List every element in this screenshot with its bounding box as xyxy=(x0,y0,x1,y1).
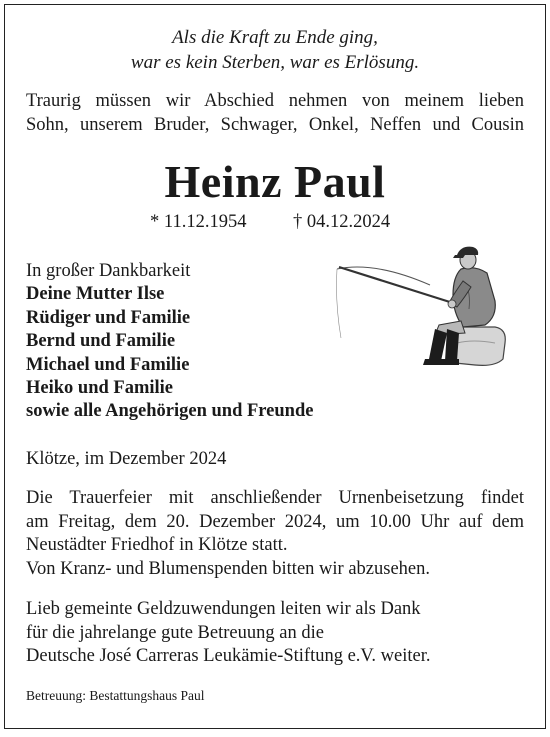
donation-request xyxy=(26,598,430,669)
donation-line-2: für die jahrelange gute Betreuung an die xyxy=(26,622,324,643)
intro-line-1: Traurig müssen wir Abschied nehmen von meinem lieben xyxy=(26,91,524,111)
mourners-lead: In großer Dankbarkeit xyxy=(26,261,191,281)
death-date: † 04.12.2024 xyxy=(293,212,391,232)
mourner-name: Deine Mutter Ilse xyxy=(26,284,165,305)
mourner-name: Bernd und Familie xyxy=(26,331,176,352)
donation-line-1: Lieb gemeinte Geldzuwendungen leiten wir als Dank xyxy=(26,599,421,619)
quote-line-2: war es kein Sterben, war es Erlösung. xyxy=(130,52,420,73)
funeral-line-1: Die Trauerfeier mit anschließender Urnenbeisetzung findet xyxy=(26,488,524,508)
memorial-quote xyxy=(5,25,545,75)
funeral-line-3: Neustädter Friedhof in Klötze statt. xyxy=(26,535,288,555)
mourners-list xyxy=(26,260,313,424)
mourner-name: Heiko und Familie xyxy=(26,378,173,399)
intro-line-2: Sohn, unserem Bruder, Schwager, Onkel, Neffen und Cousin xyxy=(26,115,524,135)
obituary-notice xyxy=(4,4,546,729)
mourner-name: Rüdiger und Familie xyxy=(26,307,191,328)
intro-text xyxy=(26,89,524,137)
funeral-details xyxy=(26,487,524,581)
fisherman-illustration xyxy=(335,243,515,393)
donation-line-3: Deutsche José Carreras Leukämie-Stiftung e.V. weiter. xyxy=(26,646,431,666)
birth-date: * 11.12.1954 xyxy=(150,212,247,232)
place-and-date: Klötze, im Dezember 2024 xyxy=(26,449,227,469)
mourner-name: Michael und Familie xyxy=(26,354,190,375)
deceased-name: Heinz Paul xyxy=(164,156,386,207)
undertaker-credit: Betreuung: Bestattungshaus Paul xyxy=(26,688,205,703)
mourner-name: sowie alle Angehörigen und Freunde xyxy=(26,401,314,422)
funeral-line-2: am Freitag, dem 20. Dezember 2024, um 10.00 Uhr auf dem xyxy=(26,511,524,532)
funeral-line-4: Von Kranz- und Blumenspenden bitten wir abzusehen. xyxy=(26,558,430,579)
quote-line-1: Als die Kraft zu Ende ging, xyxy=(172,27,378,48)
